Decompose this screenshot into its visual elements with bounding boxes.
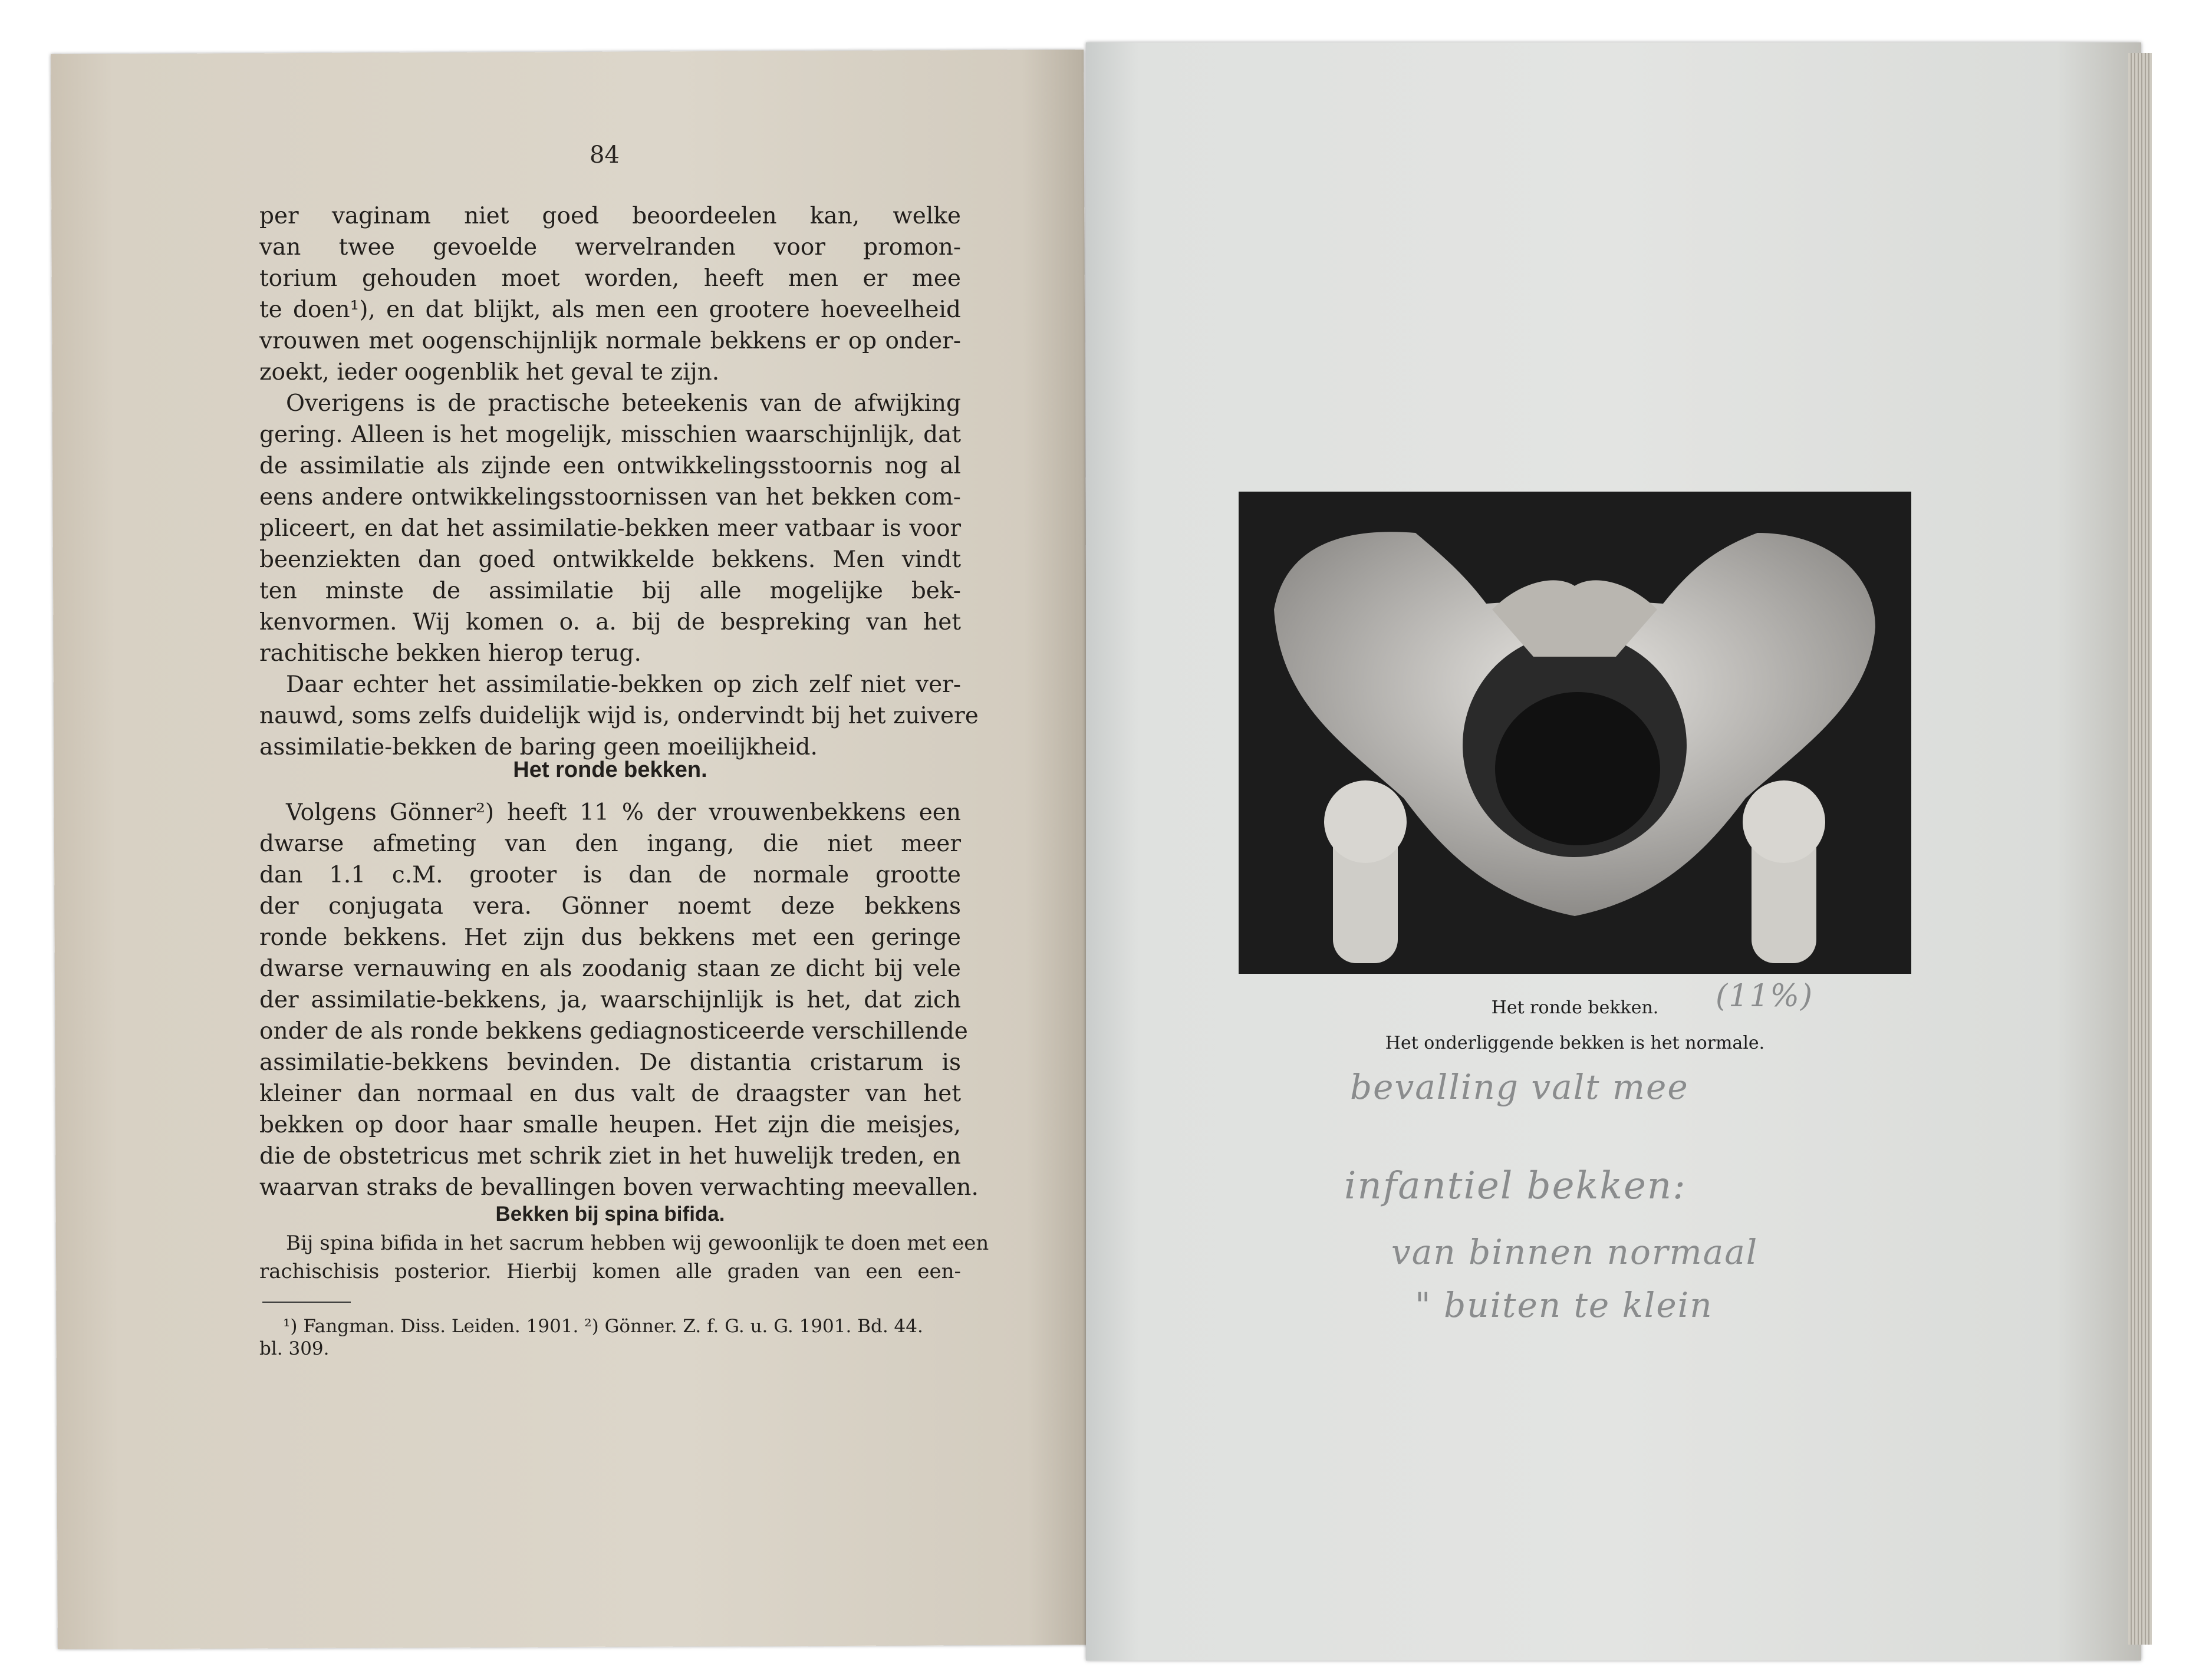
text-line: dwarse afmeting van den ingang, die niet meer — [259, 831, 961, 857]
pelvis-photograph — [1239, 492, 1911, 974]
text-line: onder de als ronde bekkens gediagnosticeerde verschillende — [259, 1018, 968, 1045]
text-line: rachischisis posterior. Hierbij komen alle graden van een een- — [259, 1260, 961, 1283]
page-edges — [2128, 53, 2152, 1645]
handwritten-note: van binnen normaal — [1391, 1232, 1759, 1272]
text-line: Bij spina bifida in het sacrum hebben wij gewoonlijk te doen met een — [286, 1231, 989, 1255]
paragraph-5 — [259, 1229, 989, 1286]
text-line: Volgens Gönner²) heeft 11 % der vrouwenbekkens een — [286, 799, 961, 826]
text-line: zoekt, ieder oogenblik het geval te zijn. — [259, 359, 720, 386]
footnote-divider — [262, 1302, 351, 1303]
text-line: waarvan straks de bevallingen boven verwachting meevallen. — [259, 1174, 979, 1201]
text-line: bekken op door haar smalle heupen. Het zijn die meisjes, — [259, 1112, 961, 1138]
text-line: de assimilatie als zijnde een ontwikkelingsstoornis nog al — [259, 453, 961, 479]
footnote-line: bl. 309. — [259, 1338, 330, 1359]
footnote-line: ¹) Fangman. Diss. Leiden. 1901. ²) Gönner. Z. f. G. u. G. 1901. Bd. 44. — [283, 1316, 923, 1337]
text-line: der conjugata vera. Gönner noemt deze bekkens — [259, 893, 961, 920]
text-line: assimilatie-bekken de baring geen moeilijkheid. — [259, 734, 818, 760]
text-line: vrouwen met oogenschijnlijk normale bekkens er op onder- — [259, 328, 961, 354]
paragraph-4 — [259, 797, 979, 1203]
text-line: pliceert, en dat het assimilatie-bekken meer vatbaar is voor — [259, 515, 961, 542]
figure-caption: Het ronde bekken. — [1491, 997, 1659, 1018]
figure-subcaption: Het onderliggende bekken is het normale. — [1385, 1033, 1765, 1053]
text-line: rachitische bekken hierop terug. — [259, 640, 641, 667]
text-line: Daar echter het assimilatie-bekken op zich zelf niet ver- — [286, 671, 961, 698]
text-line: ten minste de assimilatie bij alle mogelijke bek- — [259, 578, 961, 604]
text-line: der assimilatie-bekkens, ja, waarschijnlijk is het, dat zich — [259, 987, 961, 1013]
paragraph-1 — [259, 200, 979, 763]
text-line: gering. Alleen is het mogelijk, misschien waarschijnlijk, dat — [259, 421, 961, 448]
text-line: torium gehouden moet worden, heeft men er mee — [259, 265, 961, 292]
handwritten-note: " buiten te klein — [1415, 1285, 1713, 1325]
section-heading: Bekken bij spina bifida. — [495, 1203, 725, 1226]
text-line: kleiner dan normaal en dus valt de draagster van het — [259, 1081, 961, 1107]
text-line: nauwd, soms zelfs duidelijk wijd is, ondervindt bij het zuivere — [259, 703, 979, 729]
text-line: kenvormen. Wij komen o. a. bij de bespreking van het — [259, 609, 961, 635]
text-line: ronde bekkens. Het zijn dus bekkens met een geringe — [259, 924, 961, 951]
handwritten-percent-note: (11%) — [1716, 979, 1814, 1014]
page-number: 84 — [590, 141, 620, 169]
section-heading: Het ronde bekken. — [513, 757, 707, 782]
text-line: die de obstetricus met schrik ziet in het huwelijk treden, en — [259, 1143, 961, 1170]
text-line: Overigens is de practische beteekenis van de afwijking — [286, 390, 961, 417]
text-line: eens andere ontwikkelingsstoornissen van het bekken com- — [259, 484, 961, 510]
text-line: te doen¹), en dat blijkt, als men een grootere hoeveelheid — [259, 297, 961, 323]
handwritten-note: infantiel bekken: — [1344, 1164, 1687, 1208]
text-line: per vaginam niet goed beoordeelen kan, welke — [259, 203, 961, 229]
text-line: dan 1.1 c.M. grooter is dan de normale grootte — [259, 862, 961, 888]
text-line: van twee gevoelde wervelranden voor promon- — [259, 234, 961, 261]
text-line: assimilatie-bekkens bevinden. De distantia cristarum is — [259, 1049, 961, 1076]
text-line: dwarse vernauwing en als zoodanig staan ze dicht bij vele — [259, 956, 961, 982]
text-line: beenziekten dan goed ontwikkelde bekkens. Men vindt — [259, 546, 961, 573]
handwritten-note: bevalling valt mee — [1350, 1067, 1689, 1107]
